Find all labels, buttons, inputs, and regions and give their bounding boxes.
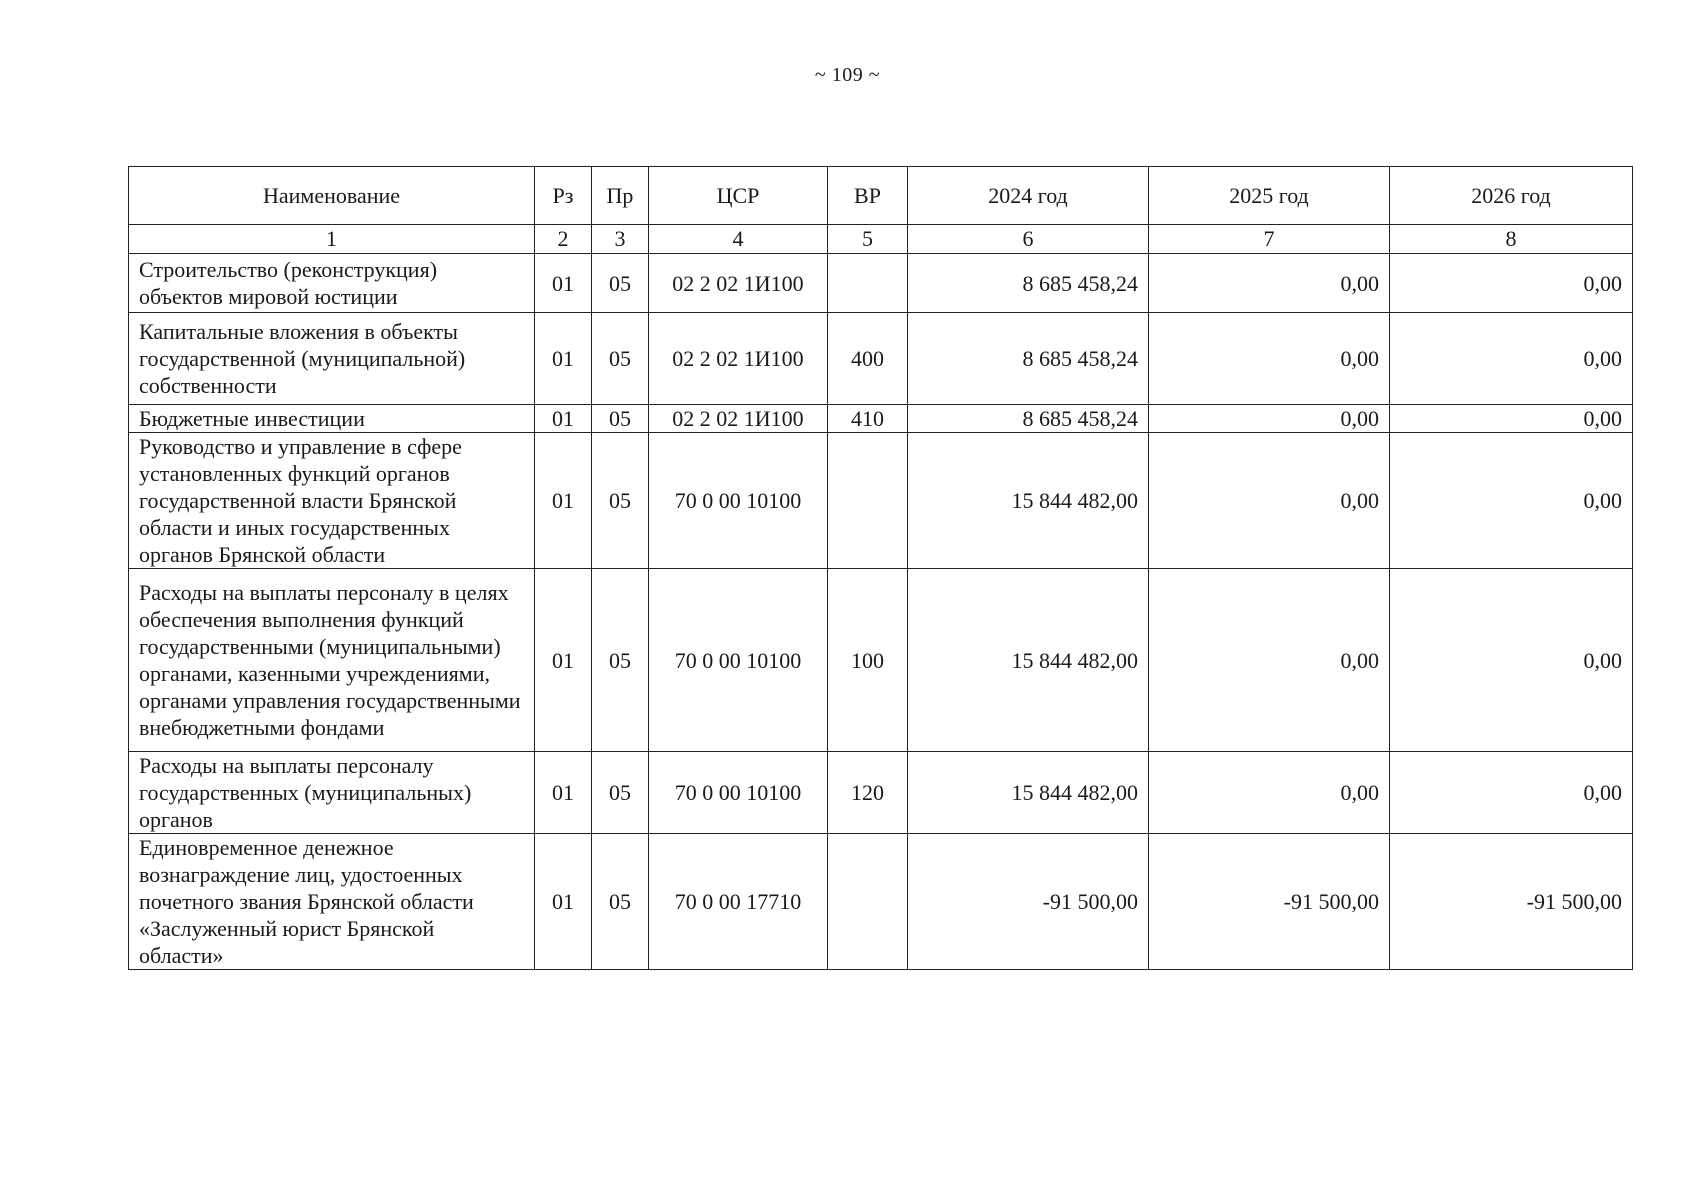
row-amount-2026: 0,00 [1390,569,1633,752]
page-number: ~ 109 ~ [814,64,881,86]
row-amount-2025: 0,00 [1149,254,1390,313]
row-csr: 70 0 00 10100 [649,569,828,752]
row-vr: 120 [828,752,908,834]
row-pr: 05 [592,433,649,569]
column-index: 6 [908,225,1149,254]
row-pr: 05 [592,569,649,752]
column-index: 7 [1149,225,1390,254]
row-pr: 05 [592,254,649,313]
table-row [129,313,1633,405]
row-amount-2024: -91 500,00 [908,834,1149,970]
row-csr: 02 2 02 1И100 [649,313,828,405]
row-rz: 01 [535,405,592,433]
row-vr: 100 [828,569,908,752]
header-rz: Рз [535,167,592,225]
row-rz: 01 [535,752,592,834]
row-amount-2026: 0,00 [1390,313,1633,405]
row-vr [828,433,908,569]
row-amount-2024: 15 844 482,00 [908,569,1149,752]
header-csr: ЦСР [649,167,828,225]
row-vr: 410 [828,405,908,433]
row-rz: 01 [535,313,592,405]
row-rz: 01 [535,254,592,313]
header-2026: 2026 год [1390,167,1633,225]
column-index: 3 [592,225,649,254]
header-2025: 2025 год [1149,167,1390,225]
row-amount-2024: 8 685 458,24 [908,313,1149,405]
row-pr: 05 [592,313,649,405]
row-amount-2024: 15 844 482,00 [908,433,1149,569]
row-name: Капитальные вложения в объекты государственной (муниципальной) собственности [129,313,535,405]
row-name: Руководство и управление в сфере установленных функций органов государственной власти Брянской области и иных государственных органов Брянской области [129,433,535,569]
row-csr: 02 2 02 1И100 [649,405,828,433]
row-rz: 01 [535,433,592,569]
row-rz: 01 [535,834,592,970]
column-index: 1 [129,225,535,254]
row-vr: 400 [828,313,908,405]
column-index: 5 [828,225,908,254]
row-amount-2026: 0,00 [1390,433,1633,569]
budget-table [128,166,1633,970]
row-amount-2025: 0,00 [1149,752,1390,834]
row-csr: 70 0 00 17710 [649,834,828,970]
row-amount-2025: 0,00 [1149,313,1390,405]
header-name: Наименование [129,167,535,225]
header-vr: ВР [828,167,908,225]
column-index: 2 [535,225,592,254]
row-name: Расходы на выплаты персоналу в целях обеспечения выполнения функций государственными (муниципальными) органами, казенными учреждениями, органами управления государственными внебюджетными фондами [129,569,535,752]
table-row [129,433,1633,569]
row-name: Единовременное денежное вознаграждение лиц, удостоенных почетного звания Брянской области «Заслуженный юрист Брянской области» [129,834,535,970]
row-pr: 05 [592,405,649,433]
row-vr [828,254,908,313]
header-pr: Пр [592,167,649,225]
table-row [129,834,1633,970]
row-rz: 01 [535,569,592,752]
row-amount-2026: 0,00 [1390,752,1633,834]
table-row [129,254,1633,313]
table-row [129,569,1633,752]
row-pr: 05 [592,752,649,834]
row-amount-2024: 8 685 458,24 [908,405,1149,433]
row-name: Расходы на выплаты персоналу государственных (муниципальных) органов [129,752,535,834]
table-row [129,405,1633,433]
row-amount-2026: 0,00 [1390,254,1633,313]
row-csr: 70 0 00 10100 [649,752,828,834]
row-csr: 02 2 02 1И100 [649,254,828,313]
row-amount-2025: 0,00 [1149,569,1390,752]
row-amount-2024: 8 685 458,24 [908,254,1149,313]
row-amount-2025: 0,00 [1149,405,1390,433]
row-vr [828,834,908,970]
row-amount-2026: 0,00 [1390,405,1633,433]
row-amount-2026: -91 500,00 [1390,834,1633,970]
column-index: 4 [649,225,828,254]
column-index-row [129,225,1633,254]
table-row [129,752,1633,834]
column-index: 8 [1390,225,1633,254]
header-2024: 2024 год [908,167,1149,225]
row-pr: 05 [592,834,649,970]
row-amount-2025: -91 500,00 [1149,834,1390,970]
row-amount-2024: 15 844 482,00 [908,752,1149,834]
header-row [129,167,1633,225]
row-amount-2025: 0,00 [1149,433,1390,569]
row-csr: 70 0 00 10100 [649,433,828,569]
row-name: Строительство (реконструкция) объектов мировой юстиции [129,254,535,313]
row-name: Бюджетные инвестиции [129,405,535,433]
